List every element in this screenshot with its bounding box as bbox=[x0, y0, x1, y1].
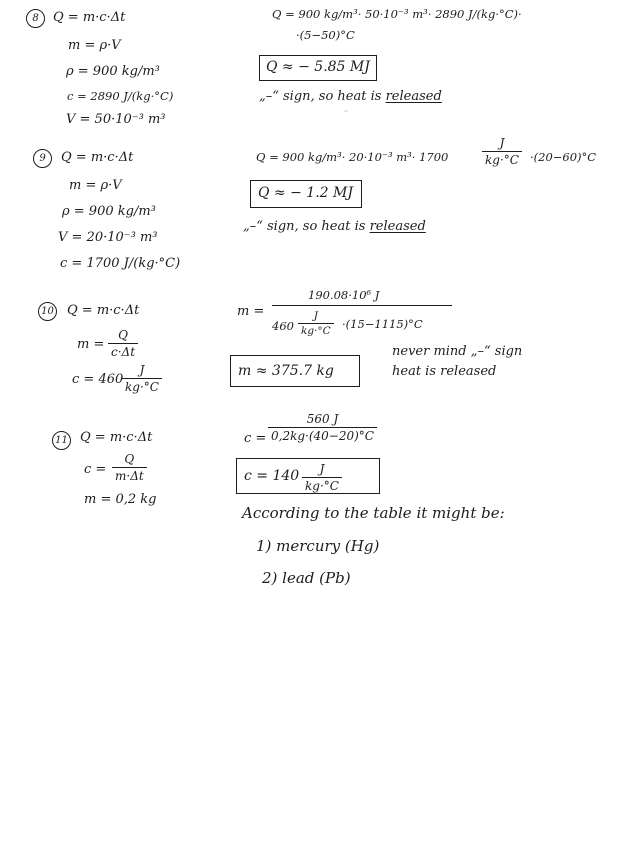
p8-result: Q ≈ − 5.85 MJ bbox=[266, 59, 370, 75]
p11-option-lead: 2) lead (Pb) bbox=[262, 569, 351, 587]
p11-c-fraction bbox=[112, 452, 147, 483]
p8-sign-note bbox=[259, 89, 442, 105]
p8-formula-m: m = ρ·V bbox=[68, 38, 121, 53]
p9-density: ρ = 900 kg/m³ bbox=[62, 204, 156, 219]
p10-c-unit-denominator: kg·°C bbox=[125, 380, 159, 394]
problem-11-number: 11 bbox=[52, 431, 71, 450]
p10-note-line1: never mind „–“ sign bbox=[392, 344, 523, 359]
p10-den-unit-numerator: J bbox=[298, 310, 334, 324]
p10-calc-den-a: 460 bbox=[272, 319, 294, 333]
p10-m-fraction bbox=[108, 328, 138, 359]
p11-result-lhs: c = 140 bbox=[244, 468, 300, 484]
p10-c-lhs: c = 460 bbox=[72, 372, 124, 387]
p8-specific-heat: c = 2890 J/(kg·°C) bbox=[67, 89, 174, 103]
p10-m-denominator: c·Δt bbox=[111, 345, 136, 359]
p9-calculation-a: Q = 900 kg/m³· 20·10⁻³ m³· 1700 bbox=[256, 150, 449, 164]
p8-calculation-line1: Q = 900 kg/m³· 50·10⁻³ m³· 2890 J/(kg·°C)· bbox=[272, 7, 522, 21]
p9-unit-fraction bbox=[482, 136, 522, 167]
p10-m-numerator: Q bbox=[108, 328, 138, 344]
p8-volume: V = 50·10⁻³ m³ bbox=[66, 112, 166, 127]
p9-unit-denominator: kg·°C bbox=[485, 153, 519, 167]
p10-note-line2: heat is released bbox=[392, 364, 497, 379]
p10-m-lhs: m = bbox=[77, 337, 105, 352]
p10-calc-numerator: 190.08·10⁶ J bbox=[308, 288, 380, 302]
p11-calc-lhs: c = bbox=[244, 431, 267, 446]
p9-formula-m: m = ρ·V bbox=[69, 178, 122, 193]
p10-result: m ≈ 375.7 kg bbox=[238, 363, 334, 379]
p10-c-unit-numerator: J bbox=[122, 363, 162, 379]
p9-sign-note-text: „–“ sign, so heat is bbox=[243, 219, 366, 234]
p11-formula-q: Q = m·c·Δt bbox=[80, 430, 153, 445]
p11-c-lhs: c = bbox=[84, 462, 107, 477]
p11-result-unit-denominator: kg·°C bbox=[305, 479, 339, 493]
p11-calc-fraction bbox=[268, 412, 377, 443]
p11-c-numerator: Q bbox=[112, 452, 147, 468]
p9-released-word: released bbox=[369, 219, 426, 234]
p11-c-denominator: m·Δt bbox=[115, 469, 144, 483]
p10-fraction-bar bbox=[272, 305, 452, 306]
p9-sign-note bbox=[243, 219, 426, 235]
p8-formula-q: Q = m·c·Δt bbox=[53, 10, 126, 25]
problem-8-number: 8 bbox=[26, 9, 45, 28]
p11-calc-numerator: 560 J bbox=[268, 412, 377, 428]
p9-unit-numerator: J bbox=[482, 136, 522, 152]
p10-calc-den-b: ·(15−1115)°C bbox=[342, 317, 423, 331]
p10-formula-q: Q = m·c·Δt bbox=[67, 303, 140, 318]
p10-calc-lhs: m = bbox=[237, 304, 265, 319]
p9-specific-heat: c = 1700 J/(kg·°C) bbox=[60, 256, 181, 271]
p9-calculation-b: ·(20−60)°C bbox=[530, 150, 597, 164]
problem-9-number: 9 bbox=[33, 149, 52, 168]
p11-option-mercury: 1) mercury (Hg) bbox=[256, 537, 380, 555]
p11-conclusion: According to the table it might be: bbox=[242, 504, 505, 522]
p9-formula-q: Q = m·c·Δt bbox=[61, 150, 134, 165]
p11-result-unit-numerator: J bbox=[302, 462, 342, 478]
p8-density: ρ = 900 kg/m³ bbox=[66, 64, 160, 79]
p11-result-unit-fraction bbox=[302, 462, 342, 493]
p9-volume: V = 20·10⁻³ m³ bbox=[58, 230, 158, 245]
p9-result: Q ≈ − 1.2 MJ bbox=[258, 185, 353, 201]
paper-speck: ^ bbox=[342, 110, 350, 120]
p8-calculation-line2: ·(5−50)°C bbox=[296, 28, 355, 42]
p10-c-unit-fraction bbox=[122, 363, 162, 394]
p8-released-word: released bbox=[385, 89, 442, 104]
p11-calc-denominator: 0,2kg·(40−20)°C bbox=[271, 429, 374, 443]
p10-den-unit-denominator: kg·°C bbox=[301, 325, 331, 337]
p8-sign-note-text: „–“ sign, so heat is bbox=[259, 89, 382, 104]
problem-10-number: 10 bbox=[38, 302, 57, 321]
p10-den-unit-fraction bbox=[298, 310, 334, 337]
p11-mass: m = 0,2 kg bbox=[84, 492, 157, 507]
